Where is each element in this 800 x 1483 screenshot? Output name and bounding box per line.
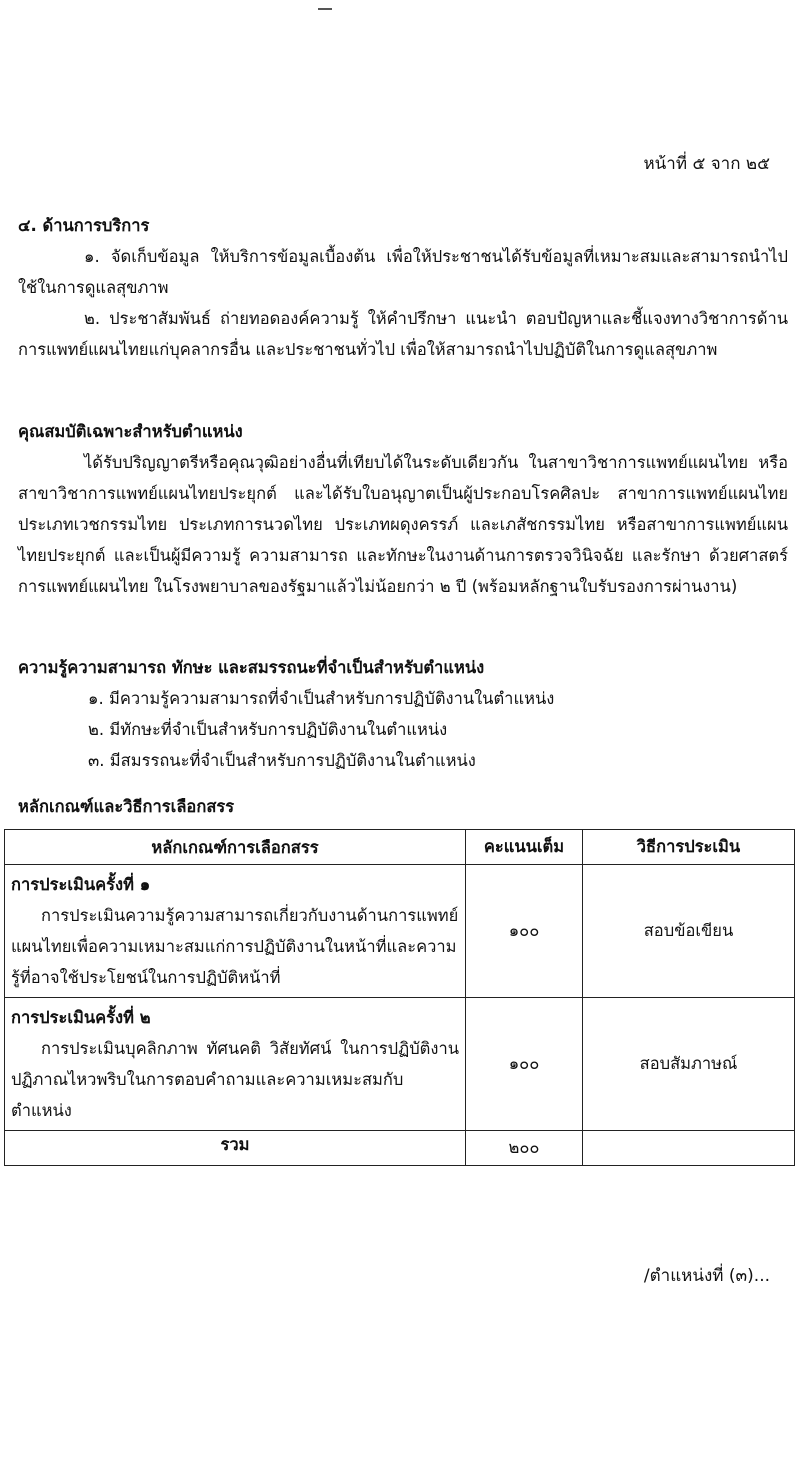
service-item-1: ๑. จัดเก็บข้อมูล ให้บริการข้อมูลเบื้องต้น เพื่อให้ประชาชนได้รับข้อมูลที่เหมาะสมและสามารถนำไปใช้ในการดูแลสุขภาพ xyxy=(18,247,788,297)
round-2-score: ๑๐๐ xyxy=(466,998,583,1131)
round-2-description: การประเมินบุคลิกภาพ ทัศนคติ วิสัยทัศน์ ในการปฏิบัติงาน ปฏิภาณไหวพริบในการตอบคำถามและความเหมะสมกับตำแหน่ง xyxy=(11,1039,459,1120)
page-number: หน้าที่ ๕ จาก ๒๕ xyxy=(643,154,770,174)
criteria-cell xyxy=(5,865,466,998)
column-header-score: คะแนนเต็ม xyxy=(466,830,583,865)
column-header-method: วิธีการประเมิน xyxy=(583,830,795,865)
qualifications-section xyxy=(18,416,788,602)
table-header-row xyxy=(5,830,795,865)
total-method-empty xyxy=(583,1131,795,1166)
competency-section xyxy=(18,652,788,776)
table-row xyxy=(5,865,795,998)
selection-heading: หลักเกณฑ์และวิธีการเลือกสรร xyxy=(18,797,235,816)
total-label: รวม xyxy=(5,1131,466,1166)
competency-item-1: ๑. มีความรู้ความสามารถที่จำเป็นสำหรับการปฏิบัติงานในตำแหน่ง xyxy=(88,689,555,708)
competency-heading: ความรู้ความสามารถ ทักษะ และสมรรถนะที่จำเป็นสำหรับตำแหน่ง xyxy=(18,658,485,677)
criteria-cell xyxy=(5,998,466,1131)
round-2-title: การประเมินครั้งที่ ๒ xyxy=(11,1008,151,1027)
qualifications-heading: คุณสมบัติเฉพาะสำหรับตำแหน่ง xyxy=(18,422,243,441)
service-section xyxy=(18,210,788,365)
selection-criteria-table xyxy=(4,829,795,1166)
continuation-note: /ตำแหน่งที่ (๓)... xyxy=(643,1266,770,1286)
total-score: ๒๐๐ xyxy=(466,1131,583,1166)
qualifications-text: ได้รับปริญญาตรีหรือคุณวุฒิอย่างอื่นที่เทียบได้ในระดับเดียวกัน ในสาขาวิชาการแพทย์แผนไทย หรือสาขาวิชาการแพทย์แผนไทยประยุกต์ และได้รับใบอนุญาตเป็นผู้ประกอบโรคศิลปะ สาขาการแพทย์แผนไทย ประเภทเวชกรรมไทย ประเภทการนวดไทย ประเภทผดุงครรภ์ และเภสัชกรรมไทย หรือสาขาการแพทย์แผนไทยประยุกต์ และเป็นผู้มีความรู้ ความสามารถ และทักษะในงานด้านการตรวจวินิจฉัย และรักษา ด้วยศาสตร์การแพทย์แผนไทย ในโรงพยาบาลของรัฐมาแล้วไม่น้อยกว่า ๒ ปี (พร้อมหลักฐานใบรับรองการผ่านงาน) xyxy=(18,453,788,596)
round-1-method: สอบข้อเขียน xyxy=(583,865,795,998)
round-1-score: ๑๐๐ xyxy=(466,865,583,998)
round-2-method: สอบสัมภาษณ์ xyxy=(583,998,795,1131)
table-row xyxy=(5,998,795,1131)
round-1-title: การประเมินครั้งที่ ๑ xyxy=(11,875,151,894)
service-item-2: ๒. ประชาสัมพันธ์ ถ่ายทอดองค์ความรู้ ให้คำปรึกษา แนะนำ ตอบปัญหาและชี้แจงทางวิชาการด้านการแพทย์แผนไทยแก่บุคลากรอื่น และประชาชนทั่วไป เพื่อให้สามารถนำไปปฏิบัติในการดูแลสุขภาพ xyxy=(18,309,788,359)
competency-item-2: ๒. มีทักษะที่จำเป็นสำหรับการปฏิบัติงานในตำแหน่ง xyxy=(88,720,448,739)
competency-item-3: ๓. มีสมรรถนะที่จำเป็นสำหรับการปฏิบัติงานในตำแหน่ง xyxy=(88,751,476,770)
round-1-description: การประเมินความรู้ความสามารถเกี่ยวกับงานด้านการแพทย์แผนไทยเพื่อความเหมาะสมแก่การปฏิบัติงานในหน้าที่และความรู้ที่อาจใช้ประโยชน์ในการปฏิบัติหน้าที่ xyxy=(11,906,459,987)
scan-mark xyxy=(318,8,332,10)
column-header-criteria: หลักเกณฑ์การเลือกสรร xyxy=(5,830,466,865)
total-row xyxy=(5,1131,795,1166)
service-heading: ๔. ด้านการบริการ xyxy=(18,216,150,235)
